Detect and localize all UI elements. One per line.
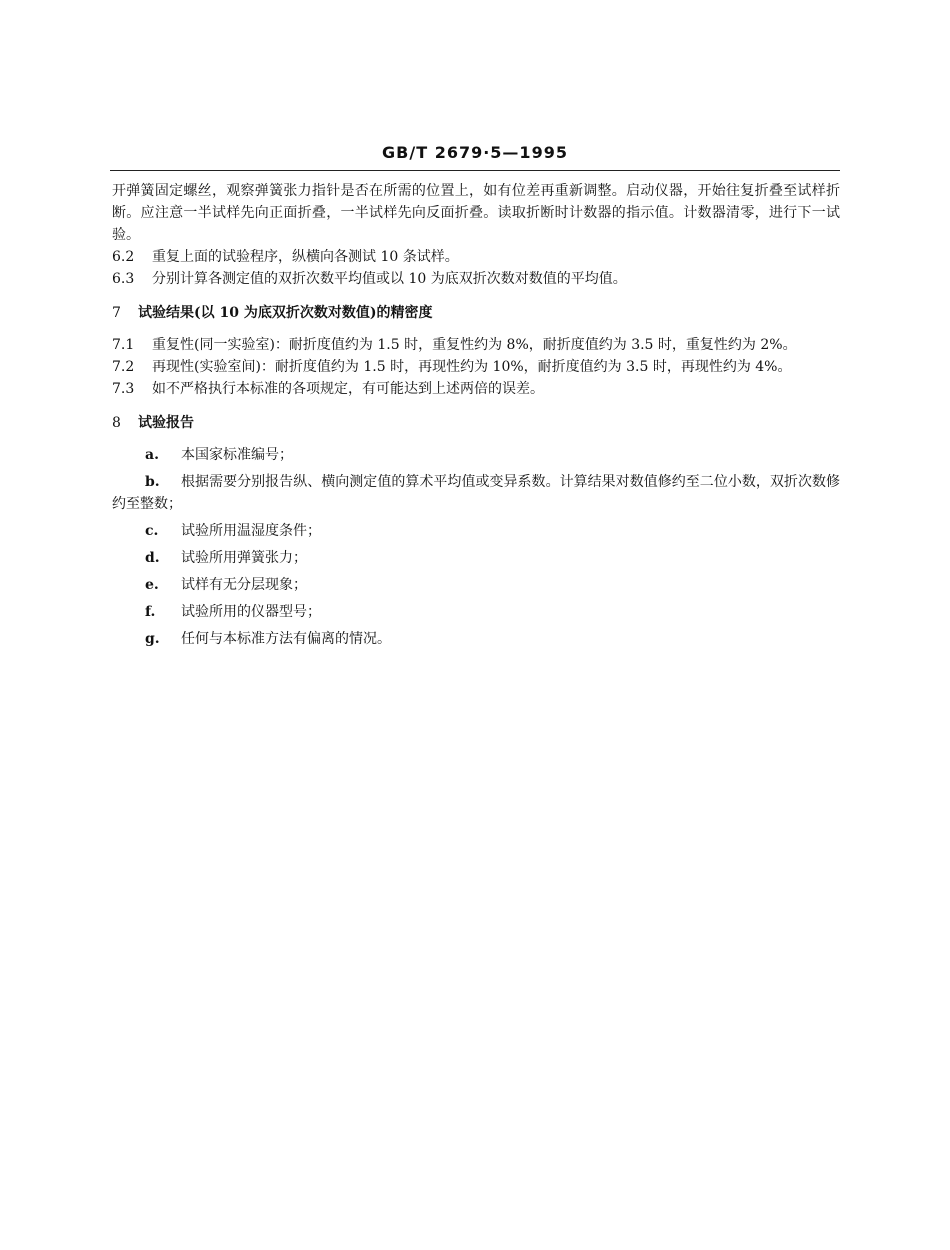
item-label: c. <box>145 523 159 539</box>
clause-text: 重复上面的试验程序，纵横向各测试 10 条试样。 <box>152 249 459 265</box>
clause-text: 分别计算各测定值的双折次数平均值或以 10 为底双折次数对数值的平均值。 <box>152 271 627 287</box>
clause-text: 重复性(同一实验室)：耐折度值约为 1.5 时，重复性约为 8%，耐折度值约为 3.5 时，重复性约为 2%。 <box>152 337 797 353</box>
intro-paragraph: 开弹簧固定螺丝，观察弹簧张力指针是否在所需的位置上，如有位差再重新调整。启动仪器，开始往复折叠至试样折断。应注意一半试样先向正面折叠，一半试样先向反面折叠。读取折断时计数器的指示值。计数器清零，进行下一试验。 <box>112 183 840 243</box>
list-item <box>112 574 840 596</box>
item-text: 试样有无分层现象； <box>181 577 307 593</box>
section-number: 8 <box>112 415 121 431</box>
item-label: b. <box>145 474 160 490</box>
clause-number: 6.2 <box>112 249 135 265</box>
clause-number: 7.3 <box>112 381 135 397</box>
item-label: f. <box>145 604 156 620</box>
page-header-standard-number: GB/T 2679·5—1995 <box>382 143 568 162</box>
section-7-heading <box>112 302 840 324</box>
item-label: g. <box>145 631 160 647</box>
list-item <box>112 601 840 623</box>
clause-text: 如不严格执行本标准的各项规定，有可能达到上述两倍的误差。 <box>152 381 544 397</box>
clause-number: 7.2 <box>112 359 135 375</box>
item-text: 试验所用的仪器型号； <box>181 604 321 620</box>
clause-text: 再现性(实验室间)：耐折度值约为 1.5 时，再现性约为 10%，耐折度值约为 3.5 时，再现性约为 4%。 <box>152 359 792 375</box>
clause-number: 7.1 <box>112 337 135 353</box>
list-item <box>112 547 840 569</box>
item-text: 本国家标准编号； <box>181 447 293 463</box>
item-label: e. <box>145 577 159 593</box>
header-rule <box>110 170 840 171</box>
item-label: d. <box>145 550 160 566</box>
clause-number: 6.3 <box>112 271 135 287</box>
list-item <box>112 628 840 650</box>
clause-7-1 <box>112 334 840 356</box>
clause-7-2 <box>112 356 840 378</box>
clause-6-3 <box>112 268 840 290</box>
item-text: 根据需要分别报告纵、横向测定值的算术平均值或变异系数。计算结果对数值修约至二位小数，双折次数修约至整数； <box>112 474 840 512</box>
list-item <box>112 471 840 515</box>
document-body <box>112 180 840 655</box>
section-title: 试验报告 <box>138 415 194 431</box>
list-item <box>112 444 840 466</box>
item-text: 任何与本标准方法有偏离的情况。 <box>181 631 391 647</box>
report-item-list <box>112 444 840 650</box>
section-number: 7 <box>112 305 121 321</box>
section-title: 试验结果(以 10 为底双折次数对数值)的精密度 <box>138 305 433 321</box>
clause-6-2 <box>112 246 840 268</box>
item-label: a. <box>145 447 159 463</box>
clause-7-3 <box>112 378 840 400</box>
item-text: 试验所用弹簧张力； <box>181 550 307 566</box>
section-8-heading <box>112 412 840 434</box>
item-text: 试验所用温湿度条件； <box>181 523 321 539</box>
list-item <box>112 520 840 542</box>
